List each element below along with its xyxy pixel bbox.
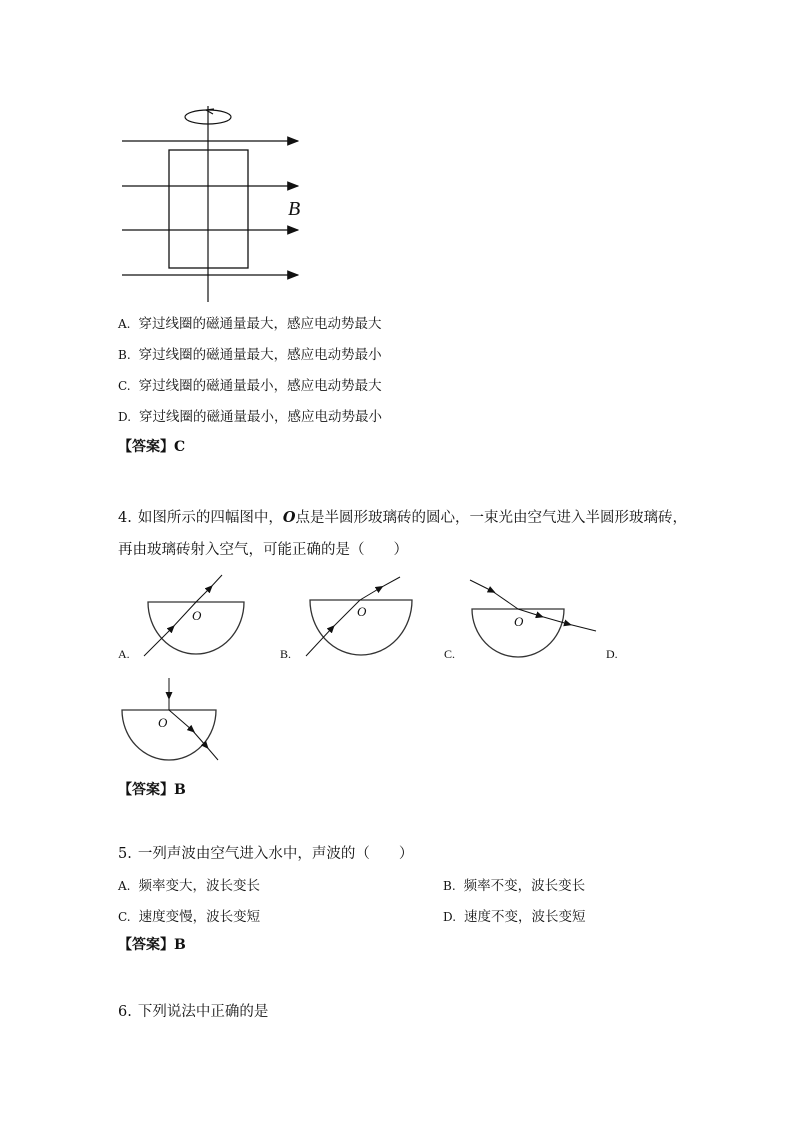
field-label: B <box>288 198 301 220</box>
center-label: O <box>158 715 168 730</box>
figure-a <box>144 575 244 656</box>
figure-d-label: D. <box>606 647 618 661</box>
q3-answer: 【答案】C <box>118 439 186 455</box>
coil-field-figure <box>110 100 320 310</box>
q3-option-b: B. 穿过线圈的磁通量最大，感应电动势最小 <box>118 347 382 363</box>
q3-option-d: D. 穿过线圈的磁通量最小，感应电动势最小 <box>118 409 383 425</box>
q3-option-c: C. 穿过线圈的磁通量最小，感应电动势最大 <box>118 378 382 394</box>
q3-option-a: A. 穿过线圈的磁通量最大，感应电动势最大 <box>118 316 382 332</box>
figure-c-label: C. <box>444 647 456 661</box>
figure-b-label: B. <box>280 647 292 661</box>
q4-figures <box>110 570 640 770</box>
q5-option-d: D. 速度不变，波长变短 <box>443 909 586 925</box>
figure-b <box>306 577 412 656</box>
figure-a-label: A. <box>118 647 130 661</box>
q4-stem-line1: 4. 如图所示的四幅图中，O点是半圆形玻璃砖的圆心，一束光由空气进入半圆形玻璃砖， <box>118 509 687 526</box>
center-label: O <box>514 614 524 629</box>
q5-answer: 【答案】B <box>118 937 186 953</box>
q4-stem-line2: 再由玻璃砖射入空气，可能正确的是（ ） <box>118 542 408 558</box>
figure-d <box>122 678 218 760</box>
center-label: O <box>357 604 367 619</box>
q6-stem: 6. 下列说法中正确的是 <box>118 1004 269 1020</box>
figure-c <box>470 580 596 657</box>
q4-symbol: O <box>282 509 296 526</box>
q5-option-b: B. 频率不变，波长变长 <box>443 878 586 894</box>
q5-option-c: C. 速度变慢，波长变短 <box>118 909 261 925</box>
q5-stem: 5. 一列声波由空气进入水中，声波的（ ） <box>118 846 414 862</box>
q5-option-a: A. 频率变大，波长变长 <box>118 878 260 894</box>
center-label: O <box>192 608 202 623</box>
q4-answer: 【答案】B <box>118 782 186 798</box>
